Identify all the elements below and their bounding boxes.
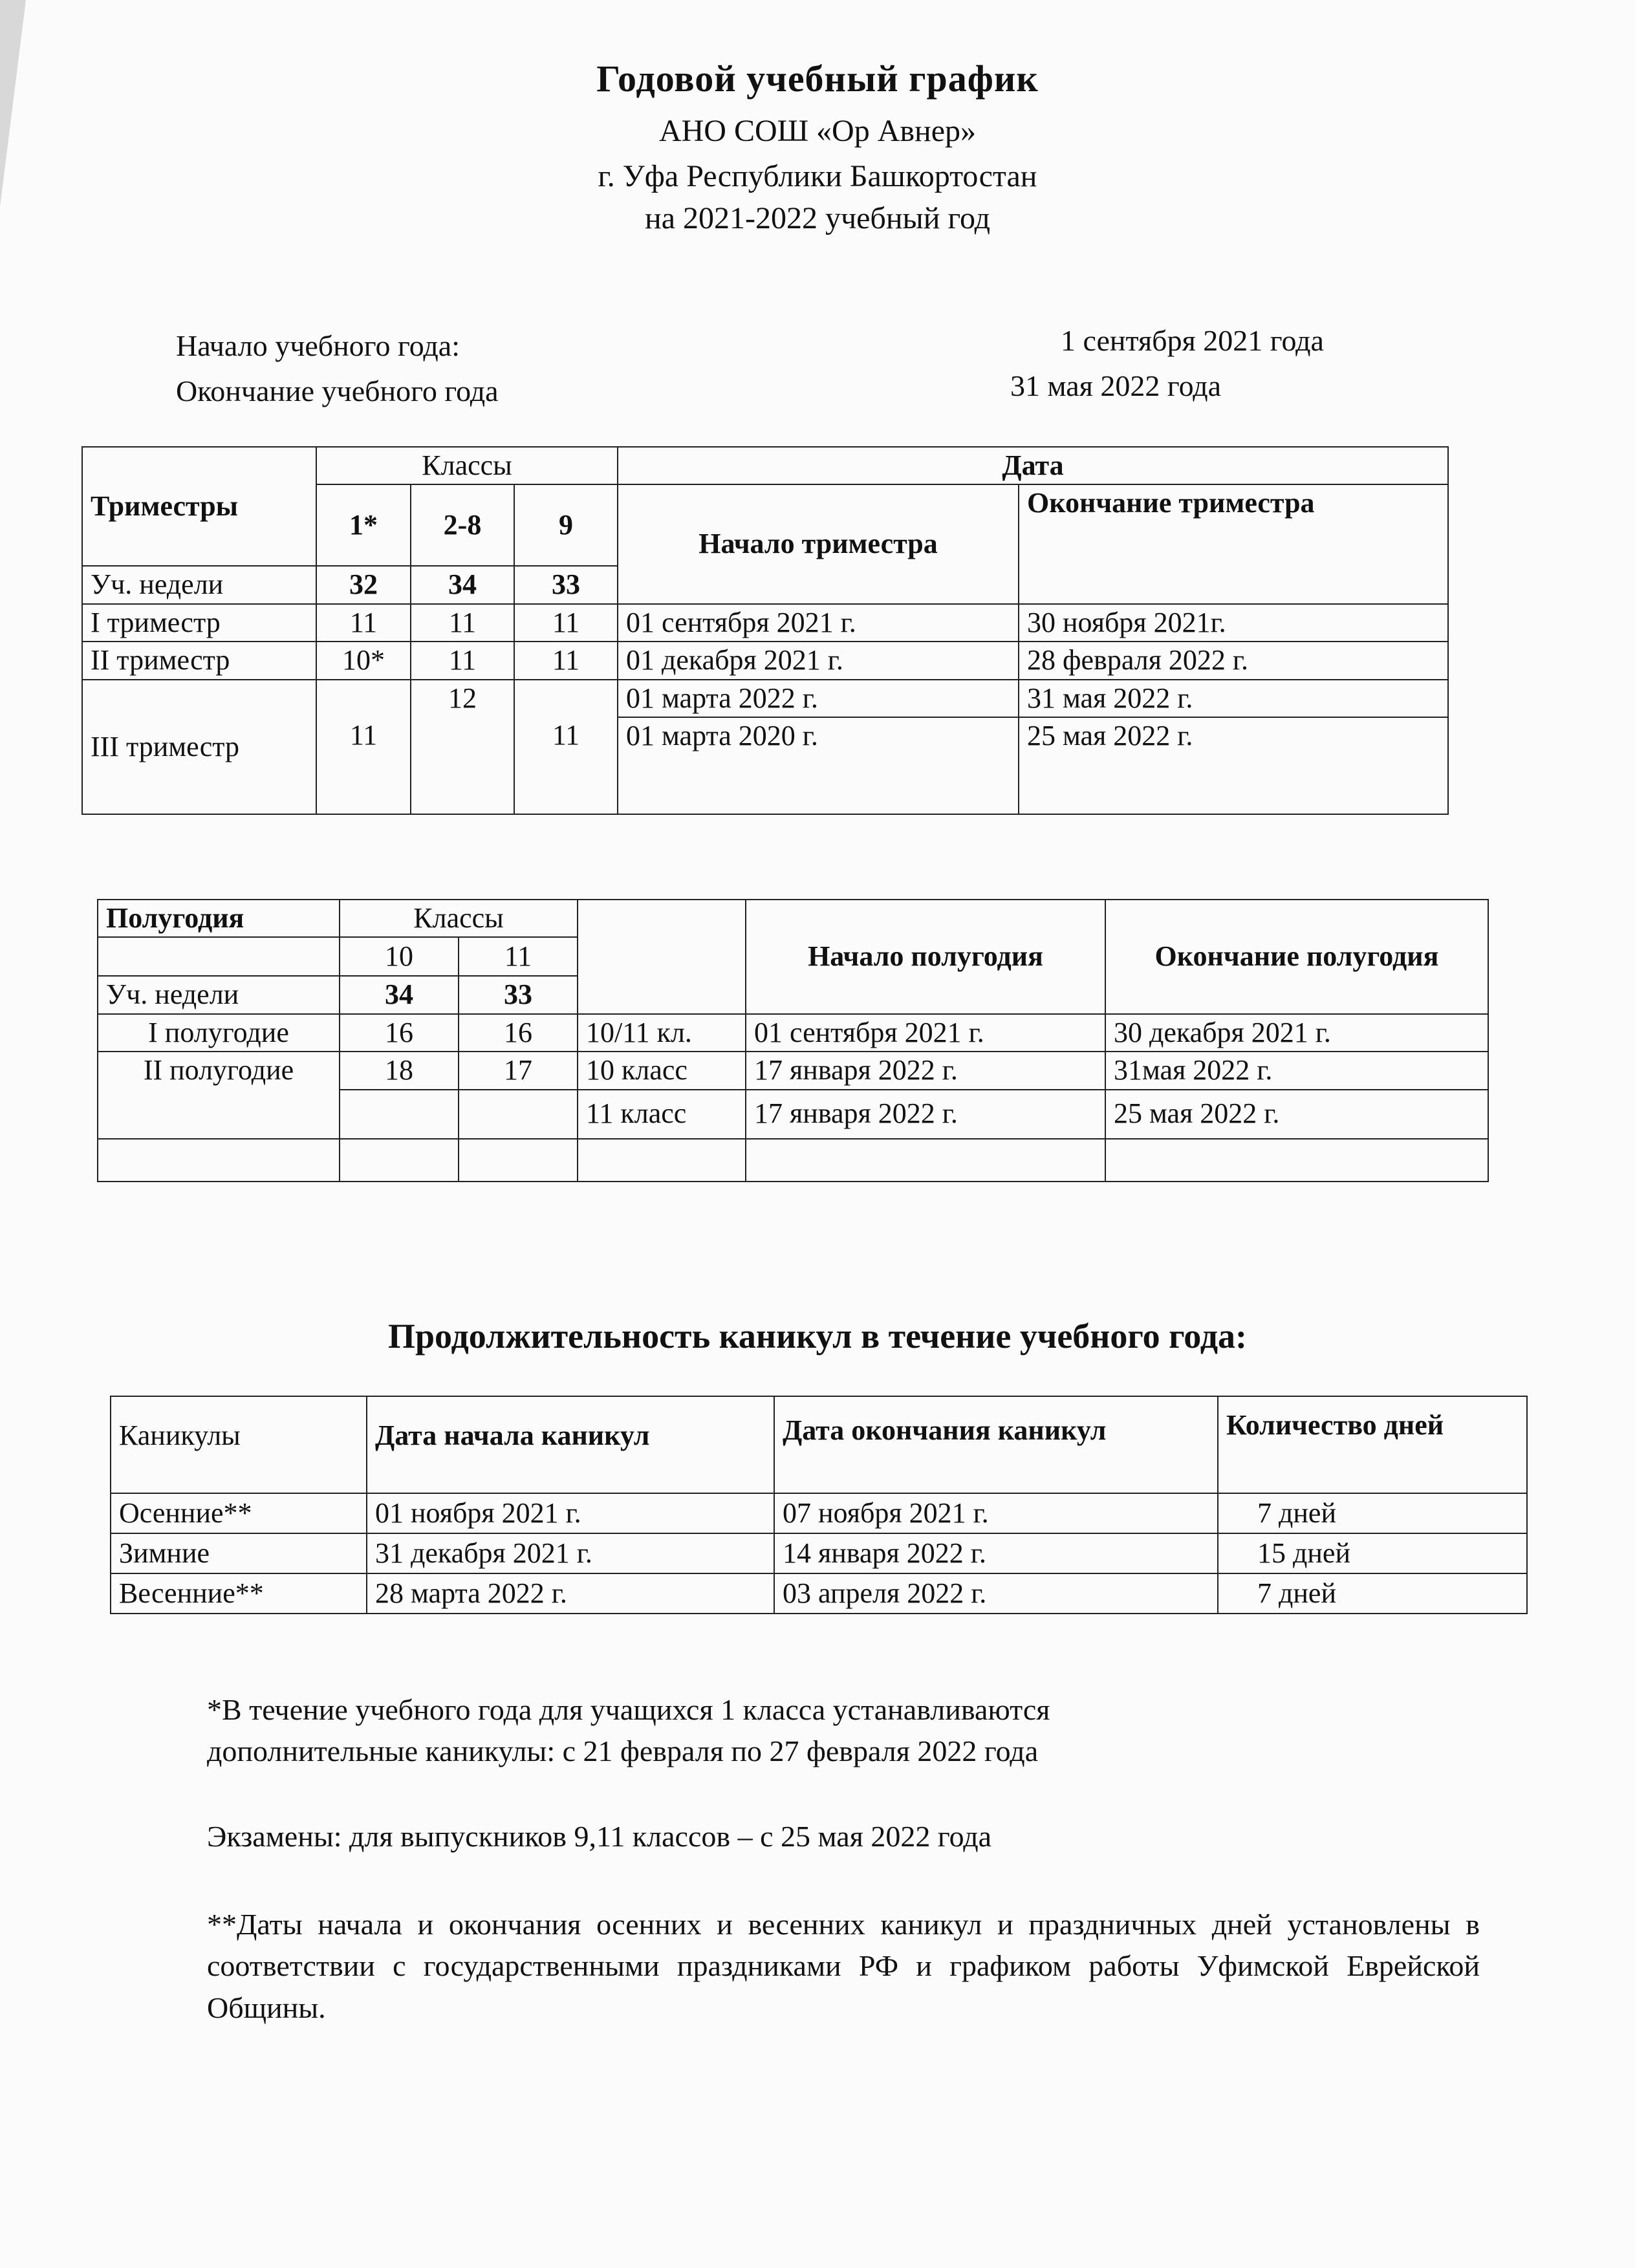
note-holidays: **Даты начала и окончания осенних и весенних каникул и праздничных дней установлены в соответствии с государственными праздниками РФ и графиком работы Уфимской Еврейской Общины. — [207, 1908, 1480, 2024]
cell: 11 — [411, 642, 514, 679]
holiday-name-header: Каникулы — [111, 1396, 367, 1493]
holiday-start: 31 декабря 2021 г. — [367, 1533, 774, 1573]
holiday-name: Весенние** — [111, 1573, 367, 1614]
cell: 10* — [316, 642, 411, 679]
row-label: I полугодие — [98, 1014, 340, 1052]
cell: 11 — [316, 717, 411, 814]
holiday-days-header: Количество дней — [1218, 1396, 1527, 1493]
cell — [98, 1139, 340, 1182]
cell — [98, 937, 340, 976]
cell — [746, 1139, 1105, 1182]
cell: 31мая 2022 г. — [1105, 1052, 1488, 1089]
cell: 01 сентября 2021 г. — [618, 604, 1019, 642]
table-row — [98, 1139, 1488, 1182]
halfyear-header: Полугодия — [98, 900, 340, 937]
holidays-table — [110, 1396, 1528, 1614]
holiday-end: 14 января 2022 г. — [774, 1533, 1218, 1573]
cell — [340, 1090, 459, 1139]
classes-header: Классы — [316, 447, 618, 484]
year-line: на 2021-2022 учебный год — [645, 201, 990, 235]
note-first-grade-line1: *В течение учебного года для учащихся 1 класса устанавливаются — [207, 1693, 1050, 1726]
date-header: Дата — [618, 447, 1448, 484]
row-label: II триместр — [82, 642, 316, 679]
class-11-header: 11 — [459, 937, 578, 976]
halfyear-table — [97, 899, 1489, 1182]
cell — [340, 1139, 459, 1182]
holiday-name: Зимние — [111, 1533, 367, 1573]
row-label: III триместр — [82, 680, 316, 814]
group-header — [578, 900, 746, 1014]
cell: 01 сентября 2021 г. — [746, 1014, 1105, 1052]
cell: 01 марта 2022 г. — [618, 680, 1019, 717]
cell: 16 — [340, 1014, 459, 1052]
cell: 12 — [411, 680, 514, 814]
cell: 11 класс — [578, 1090, 746, 1139]
city-line: г. Уфа Республики Башкортостан — [598, 159, 1037, 193]
table-row — [82, 642, 1448, 679]
table-row — [111, 1533, 1527, 1573]
cell: 17 — [459, 1052, 578, 1089]
end-value: 31 мая 2022 года — [1010, 369, 1222, 402]
cell: 31 мая 2022 г. — [1019, 680, 1448, 717]
classes-header: Классы — [340, 900, 578, 937]
cell — [459, 1090, 578, 1139]
weeks-value: 33 — [514, 566, 618, 603]
end-label: Окончание учебного года — [176, 374, 499, 407]
cell — [578, 1139, 746, 1182]
table-row — [82, 680, 1448, 717]
cell: 18 — [340, 1052, 459, 1089]
row-label: II полугодие — [98, 1052, 340, 1138]
weeks-label: Уч. недели — [82, 566, 316, 603]
holidays-heading: Продолжительность каникул в течение учебного года: — [387, 1317, 1248, 1355]
trimester-end-header: Окончание триместра — [1019, 484, 1448, 603]
weeks-value: 33 — [459, 976, 578, 1013]
holiday-end: 03 апреля 2022 г. — [774, 1573, 1218, 1614]
cell — [1105, 1139, 1488, 1182]
class-9-header: 9 — [514, 484, 618, 566]
table-row — [98, 1052, 1488, 1089]
weeks-value: 34 — [340, 976, 459, 1013]
holiday-end-header: Дата окончания каникул — [774, 1396, 1218, 1493]
class-1-header: 1* — [316, 484, 411, 566]
table-row — [111, 1573, 1527, 1614]
weeks-value: 32 — [316, 566, 411, 603]
holiday-start: 28 марта 2022 г. — [367, 1573, 774, 1614]
trimesters-header: Триместры — [82, 447, 316, 566]
holiday-end: 07 ноября 2021 г. — [774, 1493, 1218, 1533]
cell — [459, 1139, 578, 1182]
cell: 25 мая 2022 г. — [1019, 717, 1448, 814]
note-first-grade-line2: дополнительные каникулы: с 21 февраля по 27 февраля 2022 года — [207, 1734, 1039, 1767]
cell: 17 января 2022 г. — [746, 1090, 1105, 1139]
cell: 28 февраля 2022 г. — [1019, 642, 1448, 679]
cell — [514, 680, 618, 717]
table-row — [111, 1493, 1527, 1533]
cell: 01 марта 2020 г. — [618, 717, 1019, 814]
weeks-value: 34 — [411, 566, 514, 603]
holiday-days: 7 дней — [1218, 1573, 1527, 1614]
cell: 01 декабря 2021 г. — [618, 642, 1019, 679]
cell: 10 класс — [578, 1052, 746, 1089]
cell — [316, 680, 411, 717]
trimester-table — [81, 446, 1449, 815]
note-exams: Экзамены: для выпускников 9,11 классов – с 25 мая 2022 года — [207, 1820, 992, 1853]
cell: 11 — [411, 604, 514, 642]
holiday-days: 7 дней — [1218, 1493, 1527, 1533]
table-row — [98, 1014, 1488, 1052]
org-name: АНО СОШ «Ор Авнер» — [658, 114, 977, 148]
weeks-label: Уч. недели — [98, 976, 340, 1013]
holiday-days: 15 дней — [1218, 1533, 1527, 1573]
class-2-8-header: 2-8 — [411, 484, 514, 566]
start-label: Начало учебного года: — [176, 329, 460, 362]
cell: 30 декабря 2021 г. — [1105, 1014, 1488, 1052]
cell: 11 — [514, 604, 618, 642]
start-value: 1 сентября 2021 года — [1061, 324, 1324, 357]
holiday-name: Осенние** — [111, 1493, 367, 1533]
holiday-start-header: Дата начала каникул — [367, 1396, 774, 1493]
cell: 11 — [514, 642, 618, 679]
halfyear-end-header: Окончание полугодия — [1105, 900, 1488, 1014]
cell: 10/11 кл. — [578, 1014, 746, 1052]
cell: 17 января 2022 г. — [746, 1052, 1105, 1089]
document-title: Годовой учебный график — [596, 58, 1039, 100]
class-10-header: 10 — [340, 937, 459, 976]
cell: 11 — [514, 717, 618, 814]
cell: 16 — [459, 1014, 578, 1052]
table-row — [82, 604, 1448, 642]
halfyear-start-header: Начало полугодия — [746, 900, 1105, 1014]
row-label: I триместр — [82, 604, 316, 642]
cell: 11 — [316, 604, 411, 642]
cell: 25 мая 2022 г. — [1105, 1090, 1488, 1139]
trimester-start-header: Начало триместра — [618, 484, 1019, 603]
cell: 30 ноября 2021г. — [1019, 604, 1448, 642]
holiday-start: 01 ноября 2021 г. — [367, 1493, 774, 1533]
